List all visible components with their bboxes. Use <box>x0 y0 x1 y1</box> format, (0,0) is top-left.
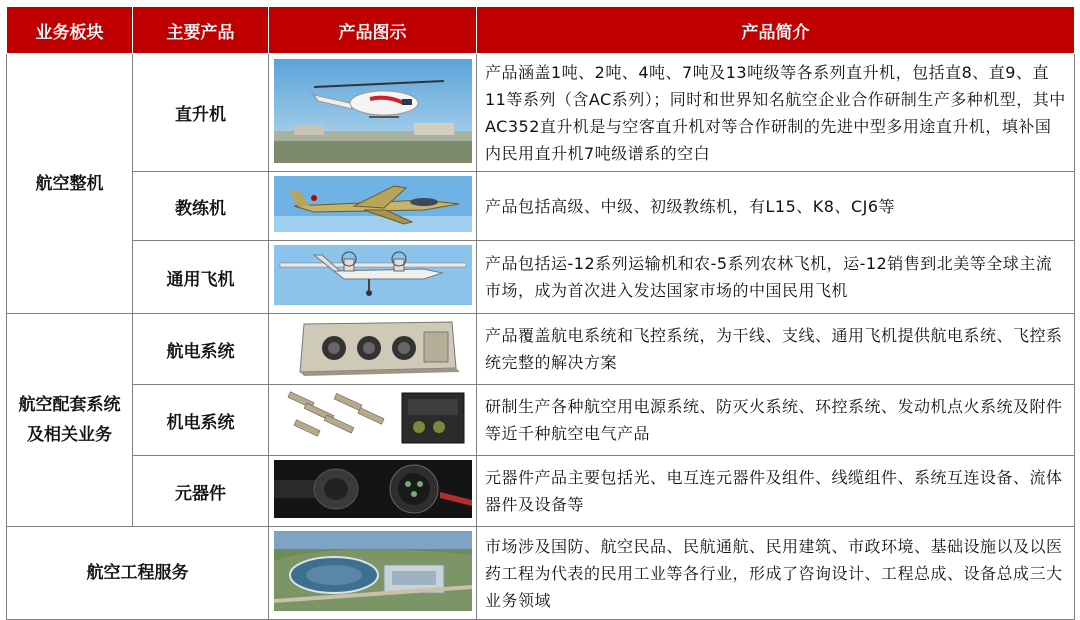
table-row <box>7 456 1075 527</box>
helicopter-photo <box>274 59 472 163</box>
product-image-cell <box>269 241 477 314</box>
product-image-cell <box>269 527 477 620</box>
product-name: 教练机 <box>133 172 269 241</box>
product-name: 机电系统 <box>133 385 269 456</box>
product-image-cell <box>269 54 477 172</box>
table-row <box>7 385 1075 456</box>
avionics-unit-photo <box>274 318 472 376</box>
product-table-container <box>6 6 1074 610</box>
header-segment: 业务板块 <box>7 7 133 54</box>
product-description: 元器件产品主要包括光、电互连元器件及组件、线缆组件、系统互连设备、流体器件及设备等 <box>477 456 1075 527</box>
table-row <box>7 54 1075 172</box>
product-name: 通用飞机 <box>133 241 269 314</box>
segment-engineering: 航空工程服务 <box>7 527 269 620</box>
product-image-cell <box>269 172 477 241</box>
product-table <box>6 6 1075 620</box>
segment-aircraft: 航空整机 <box>7 54 133 314</box>
product-description: 产品覆盖航电系统和飞控系统，为干线、支线、通用飞机提供航电系统、飞控系统完整的解决方案 <box>477 314 1075 385</box>
product-description: 产品涵盖1吨、2吨、4吨、7吨及13吨级等各系列直升机，包括直8、直9、直11等系列（含AC系列）；同时和世界知名航空企业合作研制生产多种机型，其中AC352直升机是与空客直升机对等合作研制的先进中型多用途直升机，填补国内民用直升机7吨级谱系的空白 <box>477 54 1075 172</box>
engineering-aerial-photo <box>274 531 472 611</box>
table-row <box>7 314 1075 385</box>
connector-photo <box>274 460 472 518</box>
electromechanical-parts-photo <box>274 389 472 447</box>
product-image-cell <box>269 385 477 456</box>
header-row <box>7 7 1075 54</box>
header-image: 产品图示 <box>269 7 477 54</box>
product-description: 产品包括运-12系列运输机和农-5系列农林飞机，运-12销售到北美等全球主流市场，成为首次进入发达国家市场的中国民用飞机 <box>477 241 1075 314</box>
utility-aircraft-photo <box>274 245 472 305</box>
product-image-cell <box>269 456 477 527</box>
segment-systems: 航空配套系统及相关业务 <box>7 314 133 527</box>
product-description: 产品包括高级、中级、初级教练机，有L15、K8、CJ6等 <box>477 172 1075 241</box>
product-name: 元器件 <box>133 456 269 527</box>
header-product: 主要产品 <box>133 7 269 54</box>
product-name: 航电系统 <box>133 314 269 385</box>
product-name: 直升机 <box>133 54 269 172</box>
table-row <box>7 527 1075 620</box>
table-row <box>7 241 1075 314</box>
table-row <box>7 172 1075 241</box>
trainer-jet-photo <box>274 176 472 232</box>
header-description: 产品简介 <box>477 7 1075 54</box>
product-image-cell <box>269 314 477 385</box>
product-description: 市场涉及国防、航空民品、民航通航、民用建筑、市政环境、基础设施以及以医药工程为代表的民用工业等各行业，形成了咨询设计、工程总成、设备总成三大业务领域 <box>477 527 1075 620</box>
product-description: 研制生产各种航空用电源系统、防灭火系统、环控系统、发动机点火系统及附件等近千种航空电气产品 <box>477 385 1075 456</box>
